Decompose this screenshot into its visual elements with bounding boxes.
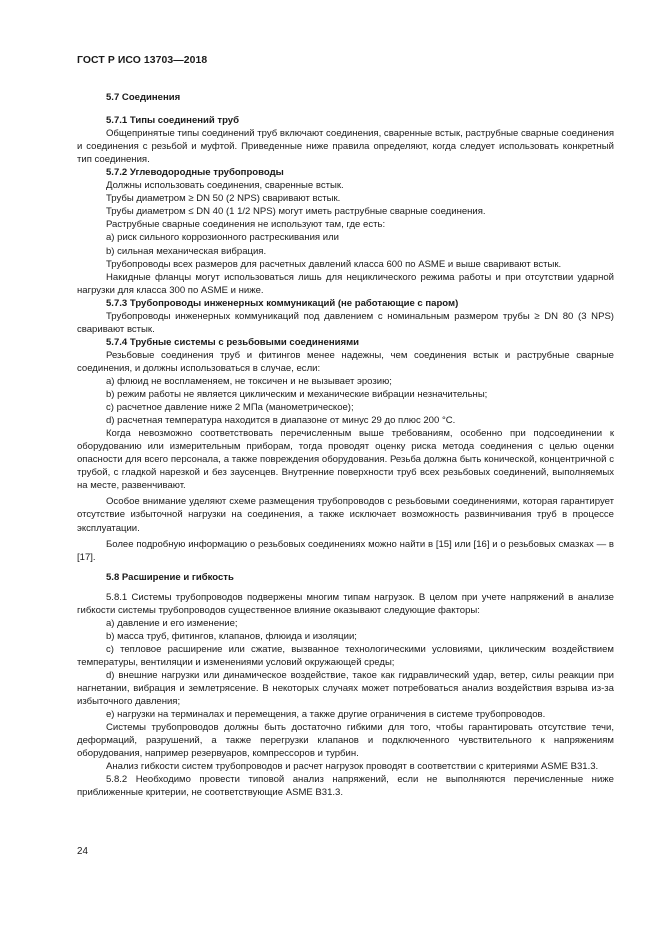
paragraph: Общепринятые типы соединений труб включают соединения, сваренные встык, раструбные сварные соединения и соединения с резьбой и муфтой. Приведенные ниже правила определяют, когда следует использовать конкретный тип соединения. bbox=[77, 128, 614, 166]
paragraph: 5.8.2 Необходимо провести типовой анализ напряжений, если не выполняются перечисленные ниже приближенные критерии, не соответствующие ASME B31.3. bbox=[77, 774, 614, 799]
list-item: b) масса труб, фитингов, клапанов, флюида и изоляции; bbox=[106, 630, 357, 642]
list-item: c) расчетное давление ниже 2 МПа (манометрическое); bbox=[106, 402, 354, 414]
paragraph: Трубы диаметром ≤ DN 40 (1 1/2 NPS) могут иметь раструбные сварные соединения. bbox=[106, 206, 486, 218]
subsection-heading-5-7-3: 5.7.3 Трубопроводы инженерных коммуникаций (не работающие с паром) bbox=[106, 297, 459, 309]
paragraph: Трубопроводы всех размеров для расчетных давлений класса 600 по ASME и выше сваривают встык. bbox=[106, 258, 562, 270]
paragraph: Раструбные сварные соединения не используют там, где есть: bbox=[106, 219, 386, 231]
paragraph: Более подробную информацию о резьбовых соединениях можно найти в [15] или [16] и о резьбовых смазках — в [17]. bbox=[77, 538, 614, 563]
subsection-heading-5-7-4: 5.7.4 Трубные системы с резьбовыми соединениями bbox=[106, 336, 360, 348]
paragraph: Резьбовые соединения труб и фитингов менее надежны, чем соединения встык и раструбные сварные соединения, и должны использоваться в случае, если: bbox=[77, 349, 614, 374]
paragraph: Трубопроводы инженерных коммуникаций под давлением с номинальным размером трубы ≥ DN 80 (3 NPS) сваривают встык. bbox=[77, 310, 614, 335]
list-item: c) тепловое расширение или сжатие, вызванное технологическими условиями, циклическим воздействием температуры, вентиляции и изменениями условий окружающей среды; bbox=[77, 643, 614, 668]
paragraph: Анализ гибкости систем трубопроводов и расчет нагрузок проводят в соответствии с критериями ASME B31.3. bbox=[106, 761, 599, 773]
document-header: ГОСТ Р ИСО 13703—2018 bbox=[77, 55, 208, 66]
list-item: b) режим работы не является циклическим и механические вибрации незначительны; bbox=[106, 389, 488, 401]
paragraph: 5.8.1 Системы трубопроводов подвержены многим типам нагрузок. В целом при учете напряжений в анализе гибкости системы трубопроводов существенное влияние оказывают следующие факторы: bbox=[77, 591, 614, 616]
list-item: e) нагрузки на терминалах и перемещения, а также другие ограничения в системе трубопроводов. bbox=[106, 709, 546, 721]
paragraph: Особое внимание уделяют схеме размещения трубопроводов с резьбовыми соединениями, которая гарантирует отсутствие избыточной нагрузки на соединения, а также исключает возможность развинчивания труб в процессе эксплуатации. bbox=[77, 496, 614, 534]
page-number: 24 bbox=[77, 846, 88, 857]
list-item: b) сильная механическая вибрация. bbox=[106, 245, 267, 257]
list-item: d) расчетная температура находится в диапазоне от минус 29 до плюс 200 °C. bbox=[106, 415, 456, 427]
subsection-heading-5-7-1: 5.7.1 Типы соединений труб bbox=[106, 115, 239, 127]
paragraph: Системы трубопроводов должны быть достаточно гибкими для того, чтобы гарантировать отсутствие течи, деформаций, разрушений, а также перегрузки клапанов и подключенного чувствительного к напряжениям оборудования, например резервуаров, компрессоров и турбин. bbox=[77, 722, 614, 760]
list-item: a) давление и его изменение; bbox=[106, 617, 238, 629]
subsection-heading-5-7-2: 5.7.2 Углеводородные трубопроводы bbox=[106, 167, 284, 179]
paragraph: Должны использовать соединения, сваренные встык. bbox=[106, 180, 344, 192]
list-item: d) внешние нагрузки или динамическое воздействие, такое как гидравлический удар, ветер, силы реакции при нагнетании, вибрация и землетрясение. В некоторых случаях может потребоваться анализ воздействия взрыва из-за избыточного давления; bbox=[77, 669, 614, 708]
document-body bbox=[77, 91, 614, 799]
paragraph: Накидные фланцы могут использоваться лишь для нециклического режима работы и при отсутствии ударной нагрузки для класса 300 по ASME и ниже. bbox=[77, 271, 614, 296]
paragraph: Трубы диаметром ≥ DN 50 (2 NPS) сваривают встык. bbox=[106, 193, 341, 205]
list-item: a) флюид не воспламеняем, не токсичен и не вызывает эрозию; bbox=[106, 375, 392, 387]
list-item: a) риск сильного коррозионного растрескивания или bbox=[106, 232, 339, 244]
section-heading-5-8: 5.8 Расширение и гибкость bbox=[106, 571, 234, 583]
paragraph: Когда невозможно соответствовать перечисленным выше требованиям, особенно при подсоединении к оборудованию или измерительным приборам, тогда проводят оценку риска метода соединения с целью оценки опасности для всего персонала, а также повреждения оборудования. Резьба должна быть конической, концентричной с трубой, с гладкой нарезкой и без заусенцев. Внутренние поверхности труб всех резьбовых соединений, выполняемых на месте, развенчивают. bbox=[77, 428, 614, 492]
section-heading-5-7: 5.7 Соединения bbox=[106, 92, 181, 103]
